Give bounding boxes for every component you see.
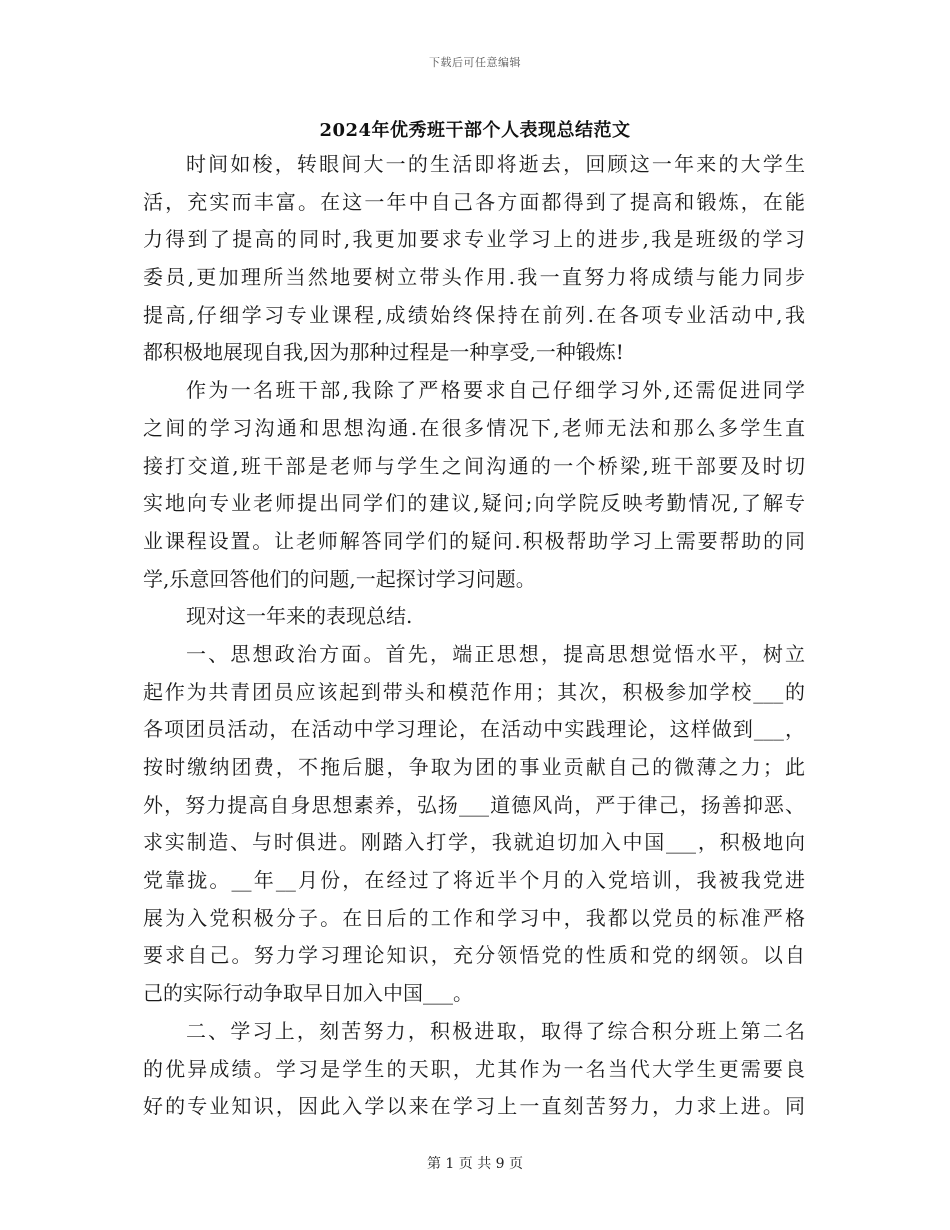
- text-line: 业课程设置。让老师解答同学们的疑问.积极帮助学习上需要帮助的同: [143, 528, 805, 553]
- page-footer: 第 1 页 共 9 页: [426, 1156, 524, 1172]
- text-line: 好的专业知识，因此入学以来在学习上一直刻苦努力，力求上进。同: [143, 1094, 805, 1119]
- text-line: 按时缴纳团费，不拖后腿，争取为团的事业贡献自己的微薄之力；此: [143, 755, 805, 779]
- text-line: 之间的学习沟通和思想沟通.在很多情况下,老师无法和那么多学生直: [143, 415, 805, 440]
- text-line: 作为一名班干部,我除了严格要求自己仔细学习外,还需促进同学: [186, 378, 805, 403]
- text-line: 活，充实而丰富。在这一年中自己各方面都得到了提高和锻炼，在能: [143, 189, 805, 214]
- text-line: 起作为共青团员应该起到带头和模范作用；其次，积极参加学校___的: [143, 679, 805, 704]
- text-line: 力得到了提高的同时,我更加要求专业学习上的进步,我是班级的学习: [143, 227, 805, 252]
- text-line: 党靠拢。__年__月份，在经过了将近半个月的入党培训，我被我党进: [143, 868, 805, 893]
- text-line: 求实制造、与时俱进。刚踏入打学，我就迫切加入中国___，积极地向: [143, 830, 805, 855]
- page-header: 下载后可任意编辑: [429, 56, 521, 69]
- text-line: 己的实际行动争取早日加入中国___。: [143, 981, 473, 1006]
- text-line: 提高,仔细学习专业课程,成绩始终保持在前列.在各项专业活动中,我: [143, 302, 805, 327]
- text-line: 都积极地展现自我,因为那种过程是一种享受,一种锻炼!: [143, 340, 624, 365]
- text-line: 的优异成绩。学习是学生的天职，尤其作为一名当代大学生更需要良: [143, 1056, 805, 1081]
- text-line: 现对这一年来的表现总结.: [186, 604, 413, 629]
- text-line: 学,乐意回答他们的问题,一起探讨学习问题。: [143, 566, 536, 591]
- text-line: 二、学习上，刻苦努力，积极进取，取得了综合积分班上第二名: [186, 1018, 805, 1043]
- text-line: 时间如梭，转眼间大一的生活即将逝去，回顾这一年来的大学生: [186, 152, 805, 176]
- text-line: 外，努力提高自身思想素养，弘扬___道德风尚，严于律己，扬善抑恶、: [143, 792, 805, 817]
- text-line: 实地向专业老师提出同学们的建议,疑问;向学院反映考勤情况,了解专: [143, 491, 805, 516]
- text-line: 接打交道,班干部是老师与学生之间沟通的一个桥梁,班干部要及时切: [143, 453, 805, 478]
- text-line: 委员,更加理所当然地要树立带头作用.我一直努力将成绩与能力同步: [143, 265, 805, 290]
- text-line: 一、思想政治方面。首先，端正思想，提高思想觉悟水平，树立: [186, 641, 805, 666]
- text-line: 展为入党积极分子。在日后的工作和学习中，我都以党员的标准严格: [143, 905, 805, 930]
- document-body: [143, 146, 805, 1126]
- text-line: 要求自己。努力学习理论知识，充分领悟党的性质和党的纲领。以自: [143, 943, 805, 968]
- text-line: 各项团员活动，在活动中学习理论，在活动中实践理论，这样做到___，: [143, 717, 805, 742]
- document-title: 2024年优秀班干部个人表现总结范文: [319, 120, 631, 141]
